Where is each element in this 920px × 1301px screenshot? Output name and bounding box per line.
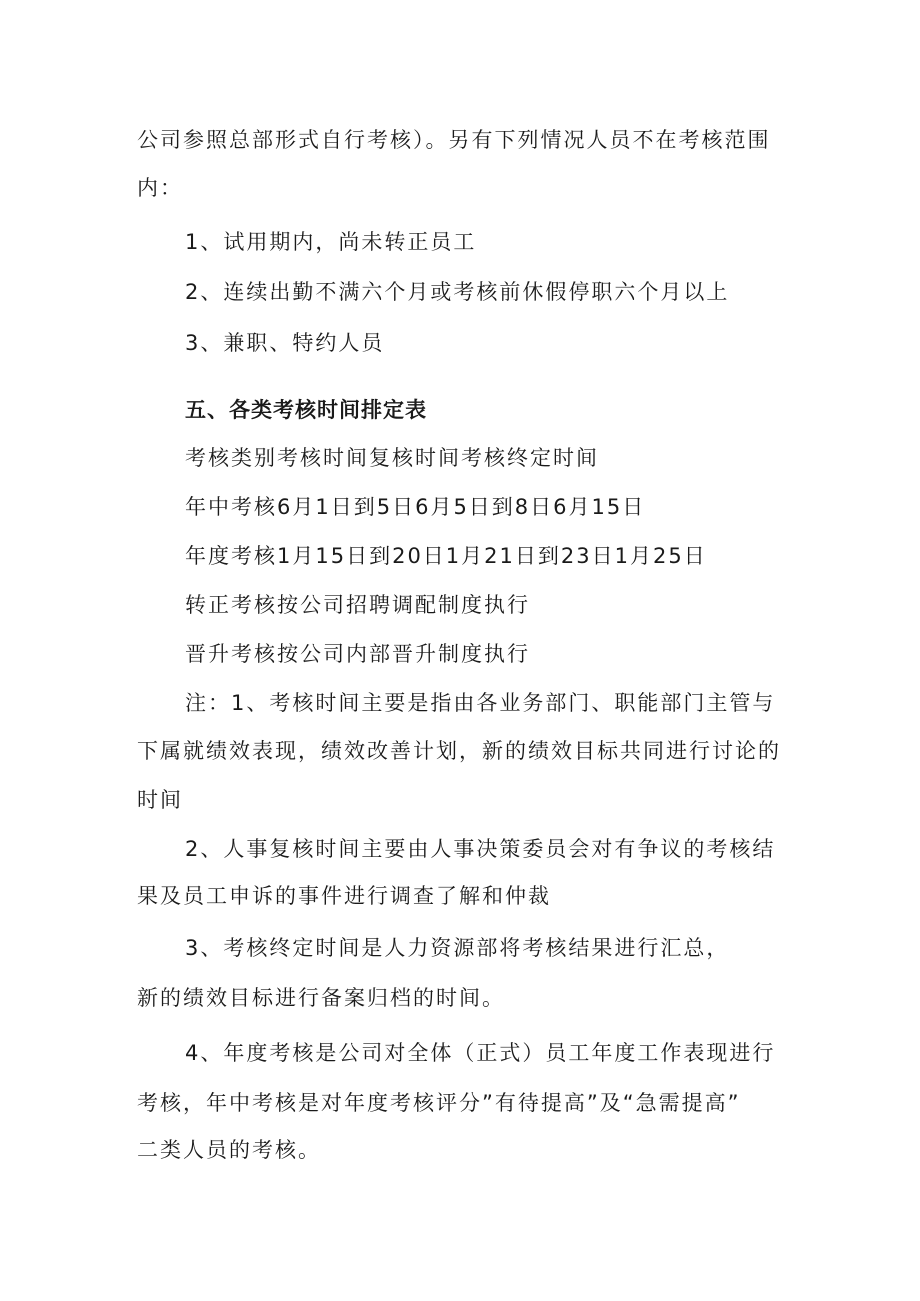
schedule-row-promotion: 晋升考核按公司内部晋升制度执行	[185, 642, 530, 666]
note-2-line-2: 果及员工申诉的事件进行调查了解和仲裁	[137, 884, 551, 908]
schedule-row-regularization: 转正考核按公司招聘调配制度执行	[185, 593, 530, 617]
schedule-header-row: 考核类别考核时间复核时间考核终定时间	[185, 446, 599, 470]
note-2-line-1: 2、人事复核时间主要由人事决策委员会对有争议的考核结	[185, 837, 776, 861]
note-4-line-3: 二类人员的考核。	[137, 1138, 321, 1162]
note-1-line-2: 下属就绩效表现，绩效改善计划，新的绩效目标共同进行讨论的	[137, 739, 781, 763]
note-3-line-1: 3、考核终定时间是人力资源部将考核结果进行汇总，	[185, 936, 730, 960]
exclusion-item-3: 3、兼职、特约人员	[185, 331, 385, 355]
schedule-row-annual: 年度考核1月15日到20日1月21日到23日1月25日	[185, 544, 707, 568]
note-1-line-3: 时间	[137, 788, 183, 812]
schedule-row-midyear: 年中考核6月1日到5日6月5日到8日6月15日	[185, 495, 646, 519]
note-1-line-1: 注：1、考核时间主要是指由各业务部门、职能部门主管与	[185, 691, 776, 715]
exclusion-item-2: 2、连续出勤不满六个月或考核前休假停职六个月以上	[185, 280, 730, 304]
intro-line-1: 公司参照总部形式自行考核）。另有下列情况人员不在考核范围	[137, 128, 771, 152]
exclusion-item-1: 1、试用期内，尚未转正员工	[185, 230, 477, 254]
note-4-line-2: 考核，年中考核是对年度考核评分”有待提高”及“急需提高”	[137, 1091, 741, 1115]
note-3-line-2: 新的绩效目标进行备案归档的时间。	[137, 986, 505, 1010]
section-heading: 五、各类考核时间排定表	[185, 398, 427, 422]
note-4-line-1: 4、年度考核是公司对全体（正式）员工年度工作表现进行	[185, 1041, 776, 1065]
intro-line-2: 内：	[137, 176, 183, 200]
